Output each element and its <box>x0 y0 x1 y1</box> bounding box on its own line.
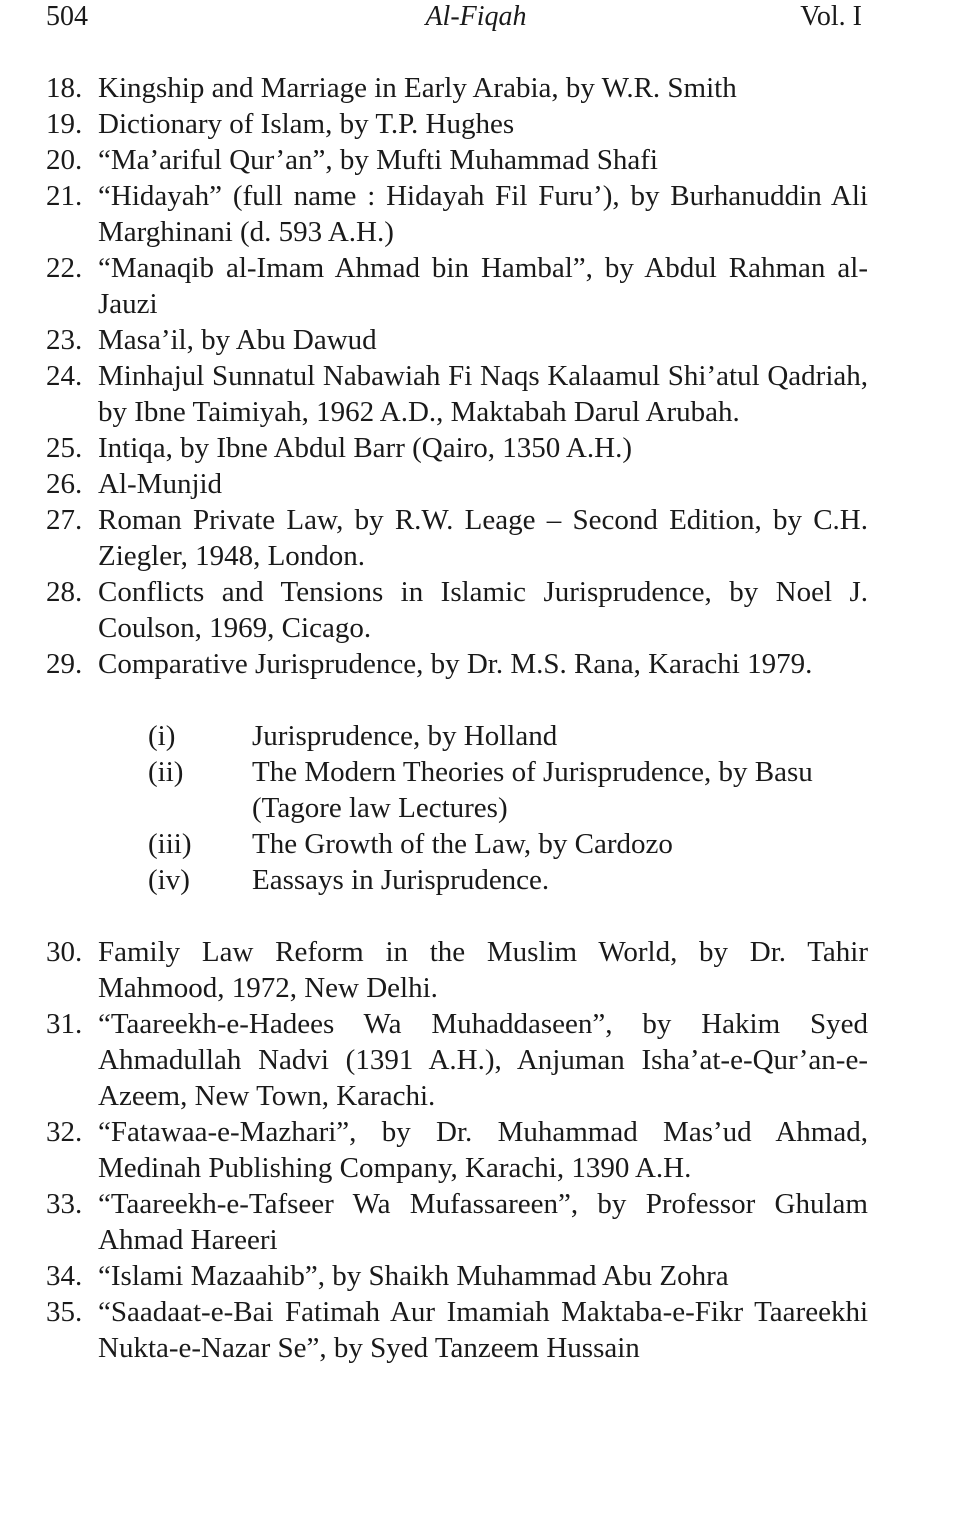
reference-number: 20. <box>46 144 83 176</box>
reference-number: 26. <box>46 468 83 500</box>
reference-item <box>46 70 868 106</box>
sub-reference-item <box>148 826 868 862</box>
reference-number: 33. <box>46 1188 83 1220</box>
sub-reference-numeral: (iv) <box>148 864 190 896</box>
reference-text: “Fatawaa-e-Mazhari”, by Dr. Muhammad Mas’ud Ahmad, Medinah Publishing Company, Karachi, 1390 A.H. <box>98 1116 868 1184</box>
page-number: 504 <box>46 1 88 32</box>
sub-reference-numeral: (i) <box>148 720 176 752</box>
reference-text: Kingship and Marriage in Early Arabia, by W.R. Smith <box>98 72 737 104</box>
reference-item <box>46 574 868 646</box>
reference-item <box>46 646 868 682</box>
sub-reference-numeral: (ii) <box>148 756 184 788</box>
reference-number: 27. <box>46 504 83 536</box>
sub-reference-list <box>46 718 868 898</box>
reference-item <box>46 1114 868 1186</box>
reference-text: “Taareekh-e-Tafseer Wa Mufassareen”, by Professor Ghulam Ahmad Hareeri <box>98 1188 868 1256</box>
reference-item <box>46 1186 868 1258</box>
reference-item <box>46 466 868 502</box>
reference-number: 22. <box>46 252 83 284</box>
reference-number: 30. <box>46 936 83 968</box>
running-title <box>46 0 866 34</box>
reference-number: 32. <box>46 1116 83 1148</box>
reference-number: 19. <box>46 108 83 140</box>
sub-reference-text: The Growth of the Law, by Cardozo <box>252 828 673 860</box>
reference-text: “Saadaat-e-Bai Fatimah Aur Imamiah Maktaba-e-Fikr Taareekhi Nukta-e-Nazar Se”, by Syed Tanzeem Hussain <box>98 1296 868 1364</box>
reference-text: Family Law Reform in the Muslim World, by Dr. Tahir Mahmood, 1972, New Delhi. <box>98 936 868 1004</box>
sub-reference-item <box>148 754 868 826</box>
bibliography-list <box>46 70 868 1366</box>
reference-item <box>46 430 868 466</box>
sub-reference-text: Eassays in Jurisprudence. <box>252 864 550 896</box>
reference-number: 34. <box>46 1260 83 1292</box>
page-header <box>46 0 866 36</box>
reference-item <box>46 142 868 178</box>
reference-number: 25. <box>46 432 83 464</box>
sub-reference-item <box>148 862 868 898</box>
reference-number: 18. <box>46 72 83 104</box>
sub-reference-text: Jurisprudence, by Holland <box>252 720 558 752</box>
reference-number: 21. <box>46 180 83 212</box>
reference-text: Conflicts and Tensions in Islamic Jurisprudence, by Noel J. Coulson, 1969, Cicago. <box>98 576 868 644</box>
sub-reference-item <box>148 718 868 754</box>
reference-item <box>46 178 868 250</box>
reference-text: Comparative Jurisprudence, by Dr. M.S. Rana, Karachi 1979. <box>98 648 813 680</box>
reference-text: Intiqa, by Ibne Abdul Barr (Qairo, 1350 A.H.) <box>98 432 632 464</box>
reference-item <box>46 250 868 322</box>
reference-text: “Hidayah” (full name : Hidayah Fil Furu’), by Burhanuddin Ali Marghinani (d. 593 A.H.) <box>98 180 868 248</box>
reference-item <box>46 322 868 358</box>
reference-text: Minhajul Sunnatul Nabawiah Fi Naqs Kalaamul Shi’atul Qadriah, by Ibne Taimiyah, 1962 A.D., Maktabah Darul Arubah. <box>98 360 868 428</box>
reference-text: “Manaqib al-Imam Ahmad bin Hambal”, by Abdul Rahman al-Jauzi <box>98 252 868 320</box>
sub-reference-text: The Modern Theories of Jurisprudence, by Basu (Tagore law Lectures) <box>252 756 813 824</box>
reference-number: 23. <box>46 324 83 356</box>
reference-item <box>46 1258 868 1294</box>
reference-item <box>46 1006 868 1114</box>
sub-reference-numeral: (iii) <box>148 828 192 860</box>
reference-number: 31. <box>46 1008 83 1040</box>
reference-text: “Ma’ariful Qur’an”, by Mufti Muhammad Shafi <box>98 144 658 176</box>
running-title-text: Al-Fiqah <box>425 1 527 32</box>
reference-item <box>46 934 868 1006</box>
reference-text: “Islami Mazaahib”, by Shaikh Muhammad Abu Zohra <box>98 1260 729 1292</box>
reference-text: “Taareekh-e-Hadees Wa Muhaddaseen”, by Hakim Syed Ahmadullah Nadvi (1391 A.H.), Anjuman Isha’at-e-Qur’an-e-Azeem, New Town, Karachi. <box>98 1008 868 1112</box>
volume-label: Vol. I <box>800 1 862 32</box>
reference-item <box>46 106 868 142</box>
reference-text: Masa’il, by Abu Dawud <box>98 324 377 356</box>
reference-text: Al-Munjid <box>98 468 223 500</box>
reference-number: 24. <box>46 360 83 392</box>
reference-text: Dictionary of Islam, by T.P. Hughes <box>98 108 515 140</box>
reference-number: 35. <box>46 1296 83 1328</box>
reference-number: 29. <box>46 648 83 680</box>
reference-item <box>46 1294 868 1366</box>
reference-text: Roman Private Law, by R.W. Leage – Second Edition, by C.H. Ziegler, 1948, London. <box>98 504 868 572</box>
reference-number: 28. <box>46 576 83 608</box>
reference-item <box>46 502 868 574</box>
reference-item <box>46 358 868 430</box>
